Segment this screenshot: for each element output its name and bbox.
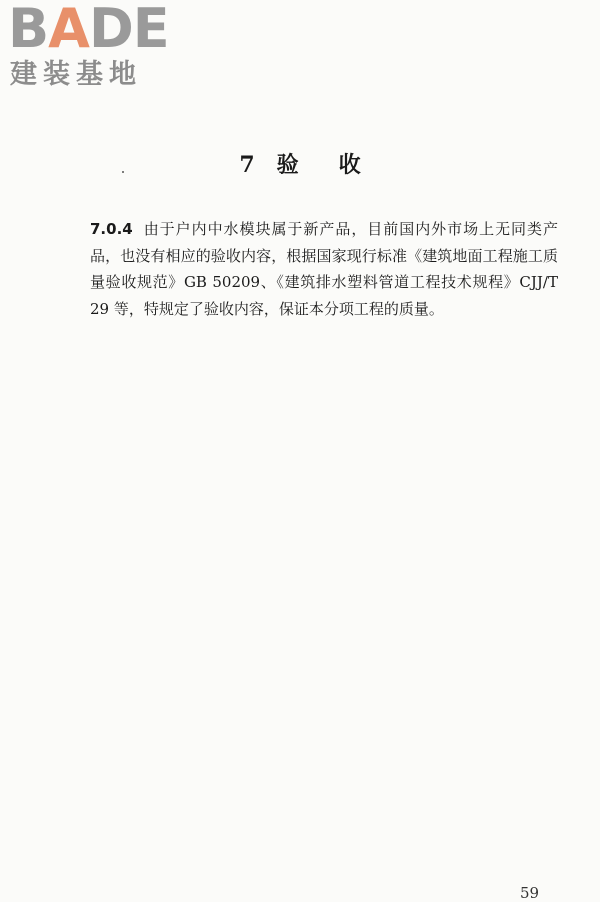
chapter-title-char-1: 验 — [276, 152, 299, 178]
logo-subtitle: 建装基地 — [10, 59, 142, 90]
chapter-title — [0, 150, 600, 180]
logo-letter-b: B — [8, 0, 49, 60]
chapter-number: 7 — [239, 152, 255, 178]
clause-paragraph — [90, 216, 558, 322]
page-number: 59 — [520, 884, 540, 902]
logo-letters-de: DE — [88, 0, 169, 60]
logo-wordmark — [8, 0, 169, 60]
clause-number: 7.0.4 — [90, 220, 133, 238]
logo — [8, 2, 178, 97]
clause-text: 由于户内中水模块属于新产品，目前国内外市场上无同类产品，也没有相应的验收内容，根据国家现行标准《建筑地面工程施工质量验收规范》GB 50209、《建筑排水塑料管道工程技术规程》CJJ/T 29 等，特规定了验收内容，保证本分项工程的质量。 — [90, 220, 558, 318]
logo-letter-a: A — [48, 0, 89, 60]
chapter-title-char-2: 收 — [338, 152, 361, 178]
